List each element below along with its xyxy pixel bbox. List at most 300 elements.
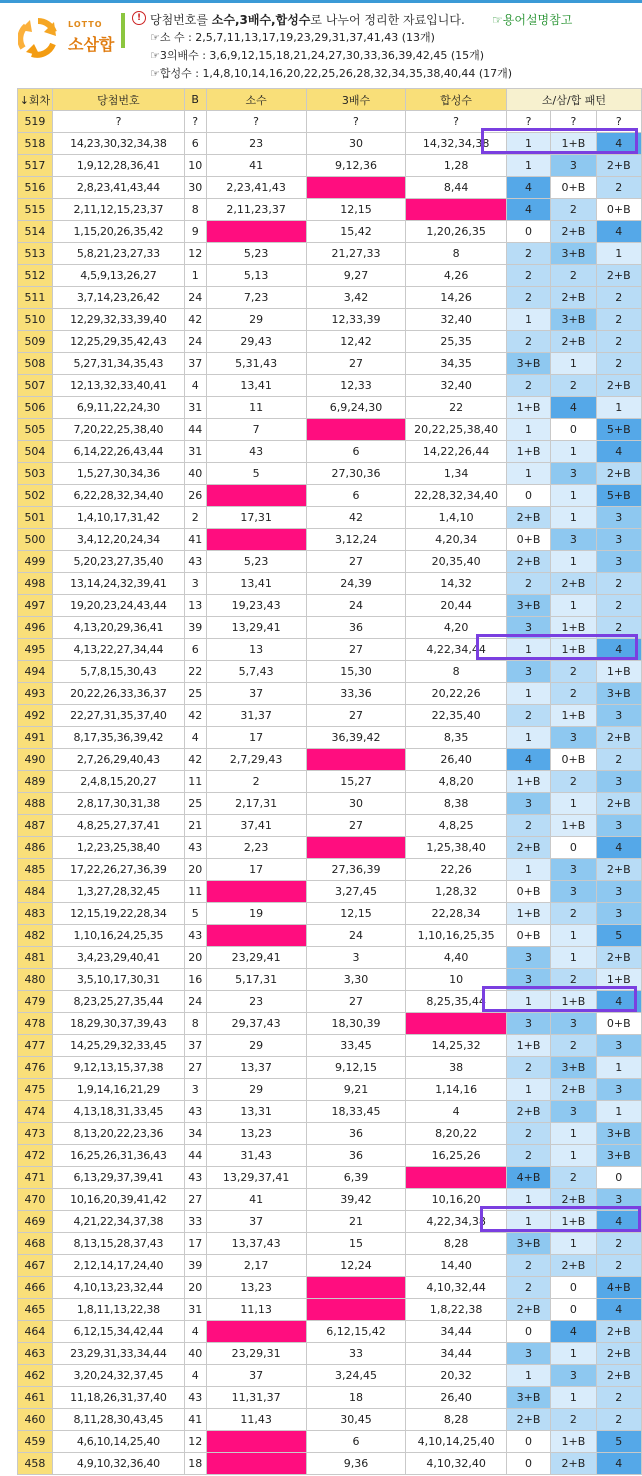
pattern-prime-cell: 1+B bbox=[506, 1035, 550, 1057]
pattern-mult3-cell: 1+B bbox=[551, 133, 596, 155]
mult3-cell: 27 bbox=[306, 705, 406, 727]
composite-cell: ? bbox=[406, 111, 507, 133]
bonus-cell: 6 bbox=[184, 133, 206, 155]
round-cell[interactable]: 458 bbox=[18, 1453, 53, 1475]
prime-cell bbox=[206, 925, 306, 947]
mult3-cell: 9,27 bbox=[306, 265, 406, 287]
mult3-cell: 33,36 bbox=[306, 683, 406, 705]
pattern-mult3-cell: 2 bbox=[551, 771, 596, 793]
table-row bbox=[18, 1277, 642, 1299]
round-cell[interactable]: 511 bbox=[18, 287, 53, 309]
pattern-mult3-cell: 2+B bbox=[551, 221, 596, 243]
bonus-cell: 44 bbox=[184, 419, 206, 441]
pattern-composite-cell: 3 bbox=[596, 771, 641, 793]
numbers-cell: 2,8,17,30,31,38 bbox=[52, 793, 184, 815]
bonus-cell: 22 bbox=[184, 661, 206, 683]
table-row bbox=[18, 793, 642, 815]
mult3-cell: 39,42 bbox=[306, 1189, 406, 1211]
round-cell[interactable]: 467 bbox=[18, 1255, 53, 1277]
prime-cell: 5,7,43 bbox=[206, 661, 306, 683]
mult3-cell: 36,39,42 bbox=[306, 727, 406, 749]
table-row bbox=[18, 1321, 642, 1343]
pattern-mult3-cell: 1 bbox=[551, 485, 596, 507]
mult3-cell: 15 bbox=[306, 1233, 406, 1255]
bonus-cell: 25 bbox=[184, 683, 206, 705]
round-cell[interactable]: 463 bbox=[18, 1343, 53, 1365]
bonus-cell: 41 bbox=[184, 1409, 206, 1431]
bonus-cell: 24 bbox=[184, 991, 206, 1013]
prime-cell: 13,29,37,41 bbox=[206, 1167, 306, 1189]
prime-cell: 2,11,23,37 bbox=[206, 199, 306, 221]
pattern-composite-cell: 3 bbox=[596, 507, 641, 529]
table-row bbox=[18, 1431, 642, 1453]
composite-cell: 4,20,34 bbox=[406, 529, 507, 551]
prime-cell: 7 bbox=[206, 419, 306, 441]
page-header bbox=[0, 4, 642, 82]
numbers-cell: 8,11,28,30,43,45 bbox=[52, 1409, 184, 1431]
pattern-composite-cell: 2+B bbox=[596, 463, 641, 485]
pattern-prime-cell: 2 bbox=[506, 1255, 550, 1277]
composite-cell: 22,26 bbox=[406, 859, 507, 881]
bonus-cell: 16 bbox=[184, 969, 206, 991]
round-cell[interactable]: 466 bbox=[18, 1277, 53, 1299]
pattern-prime-cell: 1 bbox=[506, 1189, 550, 1211]
round-cell[interactable]: 482 bbox=[18, 925, 53, 947]
mult3-cell: 6 bbox=[306, 1431, 406, 1453]
round-cell[interactable]: 507 bbox=[18, 375, 53, 397]
mult3-cell: 3,12,24 bbox=[306, 529, 406, 551]
pattern-composite-cell: 2 bbox=[596, 1255, 641, 1277]
numbers-cell: 2,8,23,41,43,44 bbox=[52, 177, 184, 199]
pattern-mult3-cell: 2+B bbox=[551, 1079, 596, 1101]
pattern-mult3-cell: 2+B bbox=[551, 331, 596, 353]
pattern-mult3-cell: 1+B bbox=[551, 1211, 596, 1233]
numbers-cell: 1,10,16,24,25,35 bbox=[52, 925, 184, 947]
round-cell[interactable]: 504 bbox=[18, 441, 53, 463]
pattern-composite-cell: 2 bbox=[596, 595, 641, 617]
round-cell[interactable]: 468 bbox=[18, 1233, 53, 1255]
round-cell[interactable]: 475 bbox=[18, 1079, 53, 1101]
table-row bbox=[18, 419, 642, 441]
notice-text bbox=[150, 11, 465, 28]
round-cell[interactable]: 510 bbox=[18, 309, 53, 331]
prime-cell: 7,23 bbox=[206, 287, 306, 309]
pattern-mult3-cell: 3 bbox=[551, 463, 596, 485]
pattern-composite-cell: 1 bbox=[596, 1057, 641, 1079]
round-cell[interactable]: 501 bbox=[18, 507, 53, 529]
pattern-composite-cell: 3 bbox=[596, 551, 641, 573]
numbers-cell: 12,29,32,33,39,40 bbox=[52, 309, 184, 331]
round-cell[interactable]: 509 bbox=[18, 331, 53, 353]
numbers-cell: 10,16,20,39,41,42 bbox=[52, 1189, 184, 1211]
bonus-cell: 4 bbox=[184, 375, 206, 397]
table-row bbox=[18, 1035, 642, 1057]
composite-cell: 4,20 bbox=[406, 617, 507, 639]
bonus-cell: 1 bbox=[184, 265, 206, 287]
numbers-cell: 12,25,29,35,42,43 bbox=[52, 331, 184, 353]
numbers-cell: 4,13,22,27,34,44 bbox=[52, 639, 184, 661]
composite-cell: 8,20,22 bbox=[406, 1123, 507, 1145]
bonus-cell: 3 bbox=[184, 573, 206, 595]
round-cell[interactable]: 489 bbox=[18, 771, 53, 793]
numbers-cell: 8,13,15,28,37,43 bbox=[52, 1233, 184, 1255]
pattern-prime-cell: 2 bbox=[506, 1123, 550, 1145]
composite-cell: 22,28,34 bbox=[406, 903, 507, 925]
pattern-mult3-cell: 1 bbox=[551, 551, 596, 573]
pattern-composite-cell: 4 bbox=[596, 133, 641, 155]
mult3-cell bbox=[306, 837, 406, 859]
round-cell[interactable]: 470 bbox=[18, 1189, 53, 1211]
table-row bbox=[18, 1409, 642, 1431]
round-cell[interactable]: 465 bbox=[18, 1299, 53, 1321]
pattern-prime-cell: 1 bbox=[506, 1211, 550, 1233]
prime-cell bbox=[206, 881, 306, 903]
prime-cell: 13,29,41 bbox=[206, 617, 306, 639]
table-row bbox=[18, 1299, 642, 1321]
numbers-cell: 5,8,21,23,27,33 bbox=[52, 243, 184, 265]
pattern-mult3-cell: 1 bbox=[551, 1387, 596, 1409]
pattern-prime-cell: 4 bbox=[506, 177, 550, 199]
bonus-cell: 40 bbox=[184, 463, 206, 485]
prime-cell: ? bbox=[206, 111, 306, 133]
round-cell[interactable]: 477 bbox=[18, 1035, 53, 1057]
composite-cell bbox=[406, 199, 507, 221]
composite-cell: 22,28,32,34,40 bbox=[406, 485, 507, 507]
round-cell[interactable]: 512 bbox=[18, 265, 53, 287]
pattern-mult3-cell: ? bbox=[551, 111, 596, 133]
round-cell[interactable]: 485 bbox=[18, 859, 53, 881]
pattern-composite-cell: 1 bbox=[596, 243, 641, 265]
composite-cell: 22,35,40 bbox=[406, 705, 507, 727]
round-cell[interactable]: 476 bbox=[18, 1057, 53, 1079]
round-cell[interactable]: 478 bbox=[18, 1013, 53, 1035]
round-cell[interactable]: 479 bbox=[18, 991, 53, 1013]
table-row bbox=[18, 1123, 642, 1145]
pattern-mult3-cell: 4 bbox=[551, 1321, 596, 1343]
round-cell[interactable]: 473 bbox=[18, 1123, 53, 1145]
round-cell[interactable]: 471 bbox=[18, 1167, 53, 1189]
prime-cell: 13 bbox=[206, 639, 306, 661]
round-cell[interactable]: 493 bbox=[18, 683, 53, 705]
pattern-composite-cell: 2+B bbox=[596, 1321, 641, 1343]
prime-cell: 2,17,31 bbox=[206, 793, 306, 815]
round-cell[interactable]: 505 bbox=[18, 419, 53, 441]
pattern-composite-cell: 1+B bbox=[596, 661, 641, 683]
prime-cell: 13,41 bbox=[206, 375, 306, 397]
pattern-composite-cell: 2 bbox=[596, 331, 641, 353]
pattern-prime-cell: 2+B bbox=[506, 507, 550, 529]
prime-cell: 13,23 bbox=[206, 1277, 306, 1299]
numbers-cell: 3,20,24,32,37,45 bbox=[52, 1365, 184, 1387]
bonus-cell: 39 bbox=[184, 1255, 206, 1277]
table-row bbox=[18, 463, 642, 485]
mult3-cell: 12,33,39 bbox=[306, 309, 406, 331]
numbers-cell: 2,11,12,15,23,37 bbox=[52, 199, 184, 221]
table-row bbox=[18, 1453, 642, 1475]
table-row bbox=[18, 287, 642, 309]
logo bbox=[16, 12, 116, 60]
pattern-composite-cell: 2+B bbox=[596, 1365, 641, 1387]
bonus-cell: 31 bbox=[184, 441, 206, 463]
pattern-composite-cell: 2 bbox=[596, 1387, 641, 1409]
numbers-cell: 5,20,23,27,35,40 bbox=[52, 551, 184, 573]
pattern-composite-cell: 4 bbox=[596, 1453, 641, 1475]
table-row bbox=[18, 243, 642, 265]
round-cell[interactable]: 516 bbox=[18, 177, 53, 199]
mult3-cell: 27 bbox=[306, 815, 406, 837]
round-cell[interactable]: 506 bbox=[18, 397, 53, 419]
bonus-cell: 12 bbox=[184, 243, 206, 265]
mult3-cell: 36 bbox=[306, 1145, 406, 1167]
round-cell[interactable]: 502 bbox=[18, 485, 53, 507]
mult3-cell: 18 bbox=[306, 1387, 406, 1409]
table-row bbox=[18, 947, 642, 969]
numbers-cell: 18,29,30,37,39,43 bbox=[52, 1013, 184, 1035]
numbers-cell: 1,9,14,16,21,29 bbox=[52, 1079, 184, 1101]
prime-cell: 11,13 bbox=[206, 1299, 306, 1321]
bonus-cell: 11 bbox=[184, 881, 206, 903]
round-cell[interactable]: 459 bbox=[18, 1431, 53, 1453]
pattern-mult3-cell: 0 bbox=[551, 837, 596, 859]
round-cell[interactable]: 494 bbox=[18, 661, 53, 683]
pattern-prime-cell: 3+B bbox=[506, 1387, 550, 1409]
round-cell[interactable]: 492 bbox=[18, 705, 53, 727]
numbers-cell: 4,13,20,29,36,41 bbox=[52, 617, 184, 639]
pattern-composite-cell: 2 bbox=[596, 1233, 641, 1255]
round-cell[interactable]: 513 bbox=[18, 243, 53, 265]
table-row bbox=[18, 903, 642, 925]
pattern-composite-cell: 2+B bbox=[596, 375, 641, 397]
table-row bbox=[18, 199, 642, 221]
numbers-cell: 23,29,31,33,34,44 bbox=[52, 1343, 184, 1365]
pattern-prime-cell: 0 bbox=[506, 1431, 550, 1453]
round-cell[interactable]: 488 bbox=[18, 793, 53, 815]
header-numbers: 당첨번호 bbox=[52, 89, 184, 111]
pattern-prime-cell: 1 bbox=[506, 639, 550, 661]
round-cell[interactable]: 518 bbox=[18, 133, 53, 155]
pattern-prime-cell: 2+B bbox=[506, 551, 550, 573]
round-cell[interactable]: 472 bbox=[18, 1145, 53, 1167]
round-cell[interactable]: 464 bbox=[18, 1321, 53, 1343]
mult3-cell: 15,27 bbox=[306, 771, 406, 793]
mult3-cell bbox=[306, 1277, 406, 1299]
numbers-cell: 3,7,14,23,26,42 bbox=[52, 287, 184, 309]
mult3-cell: 24,39 bbox=[306, 573, 406, 595]
table-row bbox=[18, 661, 642, 683]
composite-cell: 22 bbox=[406, 397, 507, 419]
prime-cell: 11 bbox=[206, 397, 306, 419]
round-cell[interactable]: 499 bbox=[18, 551, 53, 573]
prime-cell: 37 bbox=[206, 683, 306, 705]
composite-cell: 1,28,32 bbox=[406, 881, 507, 903]
mult3-cell: 30 bbox=[306, 133, 406, 155]
pattern-composite-cell: 5 bbox=[596, 925, 641, 947]
numbers-cell: 20,22,26,33,36,37 bbox=[52, 683, 184, 705]
round-cell[interactable]: 508 bbox=[18, 353, 53, 375]
pattern-prime-cell: 0+B bbox=[506, 881, 550, 903]
table-row bbox=[18, 309, 642, 331]
pattern-composite-cell: 3+B bbox=[596, 1123, 641, 1145]
round-cell[interactable]: 484 bbox=[18, 881, 53, 903]
round-cell[interactable]: 481 bbox=[18, 947, 53, 969]
table-row bbox=[18, 1211, 642, 1233]
pattern-mult3-cell: 1+B bbox=[551, 991, 596, 1013]
pattern-prime-cell: 1 bbox=[506, 155, 550, 177]
round-cell[interactable]: 474 bbox=[18, 1101, 53, 1123]
round-cell[interactable]: 486 bbox=[18, 837, 53, 859]
composite-cell bbox=[406, 1167, 507, 1189]
numbers-cell: 19,20,23,24,43,44 bbox=[52, 595, 184, 617]
pattern-mult3-cell: 2 bbox=[551, 375, 596, 397]
bonus-cell: 31 bbox=[184, 1299, 206, 1321]
mult3-cell: 21,27,33 bbox=[306, 243, 406, 265]
round-cell[interactable]: 490 bbox=[18, 749, 53, 771]
numbers-cell: 4,10,13,23,32,44 bbox=[52, 1277, 184, 1299]
pattern-composite-cell: 2+B bbox=[596, 155, 641, 177]
mult3-cell: 6,12,15,42 bbox=[306, 1321, 406, 1343]
round-cell[interactable]: 497 bbox=[18, 595, 53, 617]
pattern-prime-cell: 2 bbox=[506, 1057, 550, 1079]
table-row bbox=[18, 749, 642, 771]
bonus-cell: 4 bbox=[184, 1365, 206, 1387]
table-row bbox=[18, 815, 642, 837]
round-cell[interactable]: 517 bbox=[18, 155, 53, 177]
pattern-mult3-cell: 0+B bbox=[551, 177, 596, 199]
numbers-cell: 2,4,8,15,20,27 bbox=[52, 771, 184, 793]
round-cell[interactable]: 469 bbox=[18, 1211, 53, 1233]
pattern-prime-cell: 3+B bbox=[506, 353, 550, 375]
pattern-composite-cell: 2+B bbox=[596, 1343, 641, 1365]
pattern-mult3-cell: 1+B bbox=[551, 639, 596, 661]
prime-cell: 17,31 bbox=[206, 507, 306, 529]
prime-cell: 29 bbox=[206, 1079, 306, 1101]
numbers-cell: 17,22,26,27,36,39 bbox=[52, 859, 184, 881]
logo-title: 소삼합 bbox=[68, 35, 115, 54]
mult3-cell: 9,12,15 bbox=[306, 1057, 406, 1079]
round-cell[interactable]: 487 bbox=[18, 815, 53, 837]
prime-cell: 13,37 bbox=[206, 1057, 306, 1079]
round-cell[interactable]: 495 bbox=[18, 639, 53, 661]
round-cell[interactable]: 460 bbox=[18, 1409, 53, 1431]
pattern-mult3-cell: 1+B bbox=[551, 617, 596, 639]
prime-cell: 41 bbox=[206, 1189, 306, 1211]
prime-cell: 11,43 bbox=[206, 1409, 306, 1431]
round-cell[interactable]: 500 bbox=[18, 529, 53, 551]
composite-cell: 10 bbox=[406, 969, 507, 991]
composite-cell: 1,20,26,35 bbox=[406, 221, 507, 243]
pattern-composite-cell: 2 bbox=[596, 309, 641, 331]
pattern-prime-cell: 3 bbox=[506, 947, 550, 969]
composite-cell: 8,25,35,44 bbox=[406, 991, 507, 1013]
round-cell[interactable]: 514 bbox=[18, 221, 53, 243]
mult3-cell: 12,15 bbox=[306, 903, 406, 925]
prime-cell: 23 bbox=[206, 133, 306, 155]
round-cell[interactable]: 496 bbox=[18, 617, 53, 639]
mult3-cell: 12,24 bbox=[306, 1255, 406, 1277]
prime-cell: 2 bbox=[206, 771, 306, 793]
prime-cell: 2,23,41,43 bbox=[206, 177, 306, 199]
pattern-mult3-cell: 1 bbox=[551, 595, 596, 617]
header-round[interactable]: ↓회차 bbox=[18, 89, 53, 111]
table-row bbox=[18, 771, 642, 793]
composite-cell: 1,25,38,40 bbox=[406, 837, 507, 859]
bonus-cell: 11 bbox=[184, 771, 206, 793]
pattern-mult3-cell: 3+B bbox=[551, 309, 596, 331]
pattern-prime-cell: 2 bbox=[506, 815, 550, 837]
numbers-cell: 4,6,10,14,25,40 bbox=[52, 1431, 184, 1453]
table-row bbox=[18, 155, 642, 177]
composite-cell: 32,40 bbox=[406, 375, 507, 397]
pattern-composite-cell: 4 bbox=[596, 991, 641, 1013]
prime-cell bbox=[206, 1431, 306, 1453]
composite-cell: 20,22,26 bbox=[406, 683, 507, 705]
pattern-composite-cell: 4 bbox=[596, 221, 641, 243]
pattern-mult3-cell: 3+B bbox=[551, 1057, 596, 1079]
round-cell[interactable]: 498 bbox=[18, 573, 53, 595]
pattern-mult3-cell: 1 bbox=[551, 1233, 596, 1255]
prime-cell: 37 bbox=[206, 1211, 306, 1233]
pattern-prime-cell: ? bbox=[506, 111, 550, 133]
table-row bbox=[18, 111, 642, 133]
mult3-cell bbox=[306, 749, 406, 771]
round-cell[interactable]: 480 bbox=[18, 969, 53, 991]
mult3-cell: 12,33 bbox=[306, 375, 406, 397]
mult3-cell: 15,42 bbox=[306, 221, 406, 243]
pattern-prime-cell: 2 bbox=[506, 243, 550, 265]
numbers-cell: 1,15,20,26,35,42 bbox=[52, 221, 184, 243]
pattern-prime-cell: 3 bbox=[506, 617, 550, 639]
pattern-mult3-cell: 1 bbox=[551, 353, 596, 375]
prime-cell: 13,31 bbox=[206, 1101, 306, 1123]
pattern-mult3-cell: 2+B bbox=[551, 1453, 596, 1475]
round-cell[interactable]: 515 bbox=[18, 199, 53, 221]
pattern-mult3-cell: 1+B bbox=[551, 815, 596, 837]
pattern-composite-cell: 4 bbox=[596, 1299, 641, 1321]
pattern-prime-cell: 1 bbox=[506, 1365, 550, 1387]
round-cell[interactable]: 483 bbox=[18, 903, 53, 925]
prime-cell bbox=[206, 1453, 306, 1475]
composite-cell: 14,22,26,44 bbox=[406, 441, 507, 463]
pattern-prime-cell: 0 bbox=[506, 1321, 550, 1343]
numbers-cell: 13,14,24,32,39,41 bbox=[52, 573, 184, 595]
round-cell[interactable]: 503 bbox=[18, 463, 53, 485]
round-cell[interactable]: 519 bbox=[18, 111, 53, 133]
mult3-cell: 27 bbox=[306, 353, 406, 375]
numbers-cell: 5,7,8,15,30,43 bbox=[52, 661, 184, 683]
pattern-mult3-cell: 2+B bbox=[551, 1255, 596, 1277]
round-cell[interactable]: 461 bbox=[18, 1387, 53, 1409]
round-cell[interactable]: 462 bbox=[18, 1365, 53, 1387]
table-row bbox=[18, 595, 642, 617]
pattern-prime-cell: 1 bbox=[506, 683, 550, 705]
bonus-cell: 31 bbox=[184, 397, 206, 419]
pattern-prime-cell: 1 bbox=[506, 133, 550, 155]
prime-cell: 17 bbox=[206, 727, 306, 749]
bonus-cell: 18 bbox=[184, 1453, 206, 1475]
table-row bbox=[18, 705, 642, 727]
pattern-mult3-cell: 3+B bbox=[551, 243, 596, 265]
help-link[interactable]: ☞용어설명참고 bbox=[492, 13, 573, 27]
pattern-mult3-cell: 3 bbox=[551, 1101, 596, 1123]
recycle-arrows-icon bbox=[18, 18, 58, 58]
pattern-prime-cell: 2 bbox=[506, 705, 550, 727]
numbers-cell: 4,9,10,32,36,40 bbox=[52, 1453, 184, 1475]
table-row bbox=[18, 1343, 642, 1365]
composite-cell: 1,10,16,25,35 bbox=[406, 925, 507, 947]
round-cell[interactable]: 491 bbox=[18, 727, 53, 749]
pattern-prime-cell: 2+B bbox=[506, 1299, 550, 1321]
mult3-cell bbox=[306, 1299, 406, 1321]
